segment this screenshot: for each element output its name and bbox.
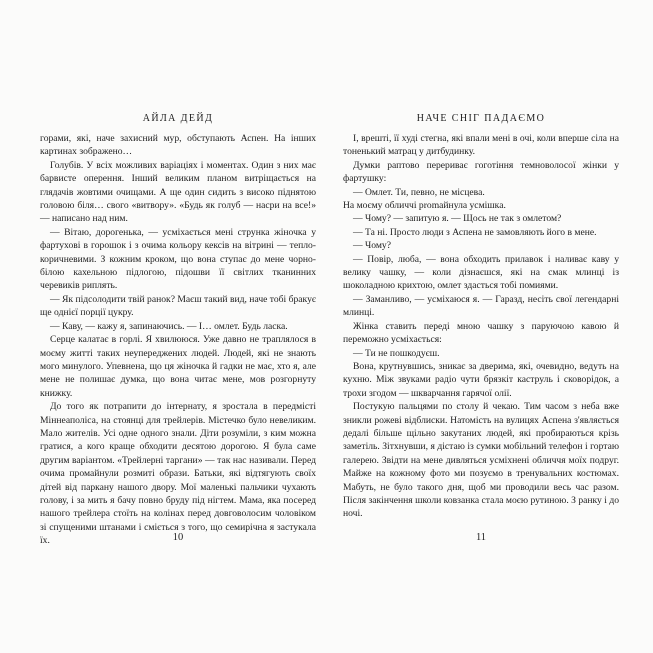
paragraph: горами, які, наче захисний мур, обступають Аспен. На інших картинах зображено…: [40, 133, 316, 158]
page-number-right: 11: [475, 532, 487, 543]
paragraph: І, врешті, її худі стегна, які впали мені в очі, коли вперше сіла на тоненький матрац у дитбудинку.: [343, 133, 619, 158]
paragraph: Серце калатає в горлі. Я хвилююся. Уже давно не траплялося в моєму житті таких неупереджених людей. Людей, які не знають мого минулого. Упевнена, що ця жіночка й гадки не має, хто я, але мене не полишає думка, що вона читає мене, мов розгорнуту книжку.: [40, 334, 316, 399]
paragraph: На моєму обличчі promайнула усмішка.: [343, 200, 506, 212]
paragraph: — Омлет. Ти, певно, не місцева.: [353, 186, 485, 198]
paragraph: — Як підсолодити твій ранок? Маєш такий вид, наче тобі бракує ще однієї порції цукру.: [40, 293, 316, 319]
paragraph: Постукую пальцями по столу й чекаю. Тим часом з неба вже зникли рожеві відблиски. Натомість на вулицях Аспена з'являється дедалі більше щільно закутаних людей, які пробираються крізь заметіль. Зітхнувши, я дістаю із сумки мобільний телефон і гортаю галерею. Звідти на мене дивляться усміхнені обличчя моїх подруг. Майже на кожному фото ми позуємо в тренувальних костюмах. Мабуть, не було такого дня, щоб ми проводили весь час разом. Після закінчення школи ковзанка стала моєю рутиною. З ранку і до ночі.: [343, 401, 619, 520]
paragraph: До того як потрапити до інтернату, я зростала в передмісті Міннеаполіса, на стоянці для трейлерів. Містечко було невеликим. Мало жителів. Усі одне одного знали. Діти розуміли, з ким можна гратися, а кого краще обходити десятою дорогою. Я була саме другим варіантом. «Трейлерні таргани» — так нас називали. Перед очима промайнули розмиті образи. Батьки, які відтягують своїх дітей від паркану нашого двору. Мої маленькі пальчики чухають голову, і за мить я бачу повно бруду під нігтем. Мама, яка посеред нашого трейлера стоїть на колінах перед довговолосим чоловіком зі спущеними штанами і сміється з того, що семирічна я застукала їх.: [40, 401, 316, 547]
running-head-title: НАЧЕ СНІГ ПАДАЄМО: [416, 113, 546, 124]
paragraph: — Чому? — запитую я. — Щось не так з омлетом?: [353, 213, 562, 225]
paragraph: — Та ні. Просто люди з Аспена не замовляють його в мене.: [353, 226, 597, 238]
right-page: [343, 112, 619, 521]
paragraph: — Заманливо, — усміхаюся я. — Гаразд, несіть свої легендарні млинці.: [343, 293, 619, 319]
paragraph: — Чому?: [353, 240, 391, 252]
running-head-author: АЙЛА ДЕЙД: [142, 113, 214, 124]
left-page: [40, 112, 316, 548]
paragraph: Голубів. У всіх можливих варіаціях і моментах. Один з них має барвисте оперення. Інший великим планом витріщається на глядачів жовтими очищами. А ще один сидить з високо піднятою головою біля… свого «витвору». «Будь як голуб — насри на все!» — написано над ним.: [40, 159, 316, 225]
paragraph: Вона, крутнувшись, зникає за дверима, які, очевидно, ведуть на кухню. Між звуками радіо чути брязкіт каструль і сковорідок, а трохи згодом — шкварчання гарячої олії.: [343, 360, 619, 399]
page-number-left: 10: [172, 532, 184, 543]
paragraph: — Каву, — кажу я, запинаючись. — І… омлет. Будь ласка.: [50, 320, 288, 332]
paragraph: Думки раптово перериває гоготіння темноволосої жінки у фартушку:: [343, 159, 619, 185]
paragraph: Жінка ставить переді мною чашку з паруючою кавою й переможно усміхається:: [343, 320, 619, 346]
paragraph: — Вітаю, дорогенька, — усміхається мені струнка жіночка у фартухові в горошок і з очима кольору кексів на вітрині — тепло-коричневими. З кожним кроком, що вона ступає до мене чорно-білою кахельною підлогою, підошви її світлих тканинних черевиків риплять.: [40, 226, 316, 292]
paragraph: — Ти не пошкодуєш.: [353, 347, 440, 359]
paragraph: — Повір, люба, — вона обходить прилавок і наливає каву у велику чашку, — коли дізнаєшся, які на смак млинці із шоколадною крихтою, омлет здасться тобі помиями.: [343, 253, 619, 292]
right-page-text: [343, 132, 619, 521]
left-page-text: [40, 132, 316, 548]
